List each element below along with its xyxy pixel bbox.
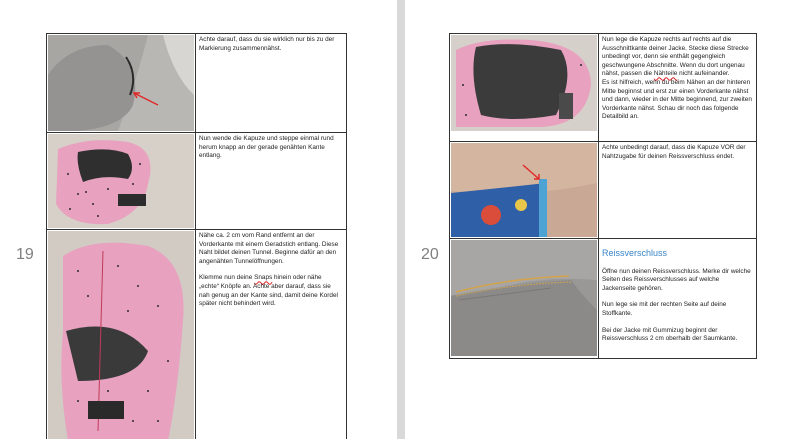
photo-cell <box>47 230 196 439</box>
table-row <box>47 230 347 439</box>
instruction-cell <box>599 239 757 359</box>
photo-cell <box>450 34 599 142</box>
instruction-paragraph: Es ist hilfreich, wenn du beim Nähen an der hinteren Mitte beginnst und erst zur einen Vorderkante nähst und dann, wieder in der Mitte beginnend, zur zweiten Vorderkante nähst. Schau dir noch das folgende Detailbild an. <box>602 78 752 121</box>
instruction-paragraph: Nun lege die Kapuze rechts auf rechts auf die Ausschnittkante deiner Jacke. Stecke diese Strecke unbedingt vor, denn sie enthält gegengleich geschwungene Abschnitte. Wenn du dort ungenau nähst, passen die Nähteile nicht aufeinander. <box>602 36 749 78</box>
table-row <box>450 34 757 142</box>
instruction-paragraph: Nun lege sie mit der rechten Seite auf deine Stoffkante. <box>602 301 727 317</box>
spellcheck-word: Snaps <box>254 274 273 282</box>
sewing-photo-hood-seam <box>48 35 194 131</box>
section-heading: Reissverschluss <box>602 248 668 258</box>
photo-cell <box>450 239 599 359</box>
photo-cell <box>450 142 599 239</box>
instruction-cell <box>196 230 347 439</box>
table-row <box>450 142 757 239</box>
spellcheck-word: Nähteile <box>653 70 678 78</box>
page-number: 20 <box>421 246 439 263</box>
table-row <box>47 34 347 133</box>
photo-cell <box>47 133 196 230</box>
page-number: 19 <box>16 246 34 263</box>
document-page-19 <box>0 0 397 439</box>
instruction-paragraph: Bei der Jacke mit Gummizug beginnt der Reissverschluss 2 cm oberhalb der Saumkante. <box>602 326 738 343</box>
page-divider <box>397 0 405 439</box>
table-row <box>450 239 757 359</box>
steps-table <box>449 33 757 359</box>
instruction-paragraph: Klemme nun deine Snaps hinein oder nähe „echte“ Knöpfe an. Achte aber darauf, dass sie nah genug an der Kante sind, damit deine Kordel später nicht behindert wird. <box>199 274 338 308</box>
instruction-cell: Nun wende die Kapuze und steppe einmal rund herum knapp an der gerade genähten Kante entlang. <box>196 133 347 230</box>
instruction-paragraph: Öffne nun deinen Reissverschluss. Merke dir welche Seiten des Reissverschlusses auf welche Jackenseite gehören. <box>602 267 751 292</box>
sewing-photo-hood-turned <box>48 134 194 228</box>
instruction-cell: Achte unbedingt darauf, dass die Kapuze VOR der Nahtzugabe für deinen Reissverschluss endet. <box>599 142 757 239</box>
sewing-photo-hood-end-detail <box>451 143 597 237</box>
instruction-paragraph: Nähe ca. 2 cm vom Rand entfernt an der Vorderkante mit einem Geradstich entlang. Diese Naht bildet deinen Tunnel. Beginne dafür an den angenähten Tunnelöffnungen. <box>199 232 339 265</box>
sewing-photo-tunnel-snaps <box>48 231 194 439</box>
sewing-photo-hood-pinned <box>451 35 597 131</box>
instruction-cell <box>599 34 757 142</box>
steps-table <box>46 33 347 439</box>
instruction-cell: Achte darauf, dass du sie wirklich nur bis zu der Markierung zusammennähst. <box>196 34 347 133</box>
table-row <box>47 133 347 230</box>
sewing-photo-zipper <box>451 240 597 356</box>
photo-cell <box>47 34 196 133</box>
